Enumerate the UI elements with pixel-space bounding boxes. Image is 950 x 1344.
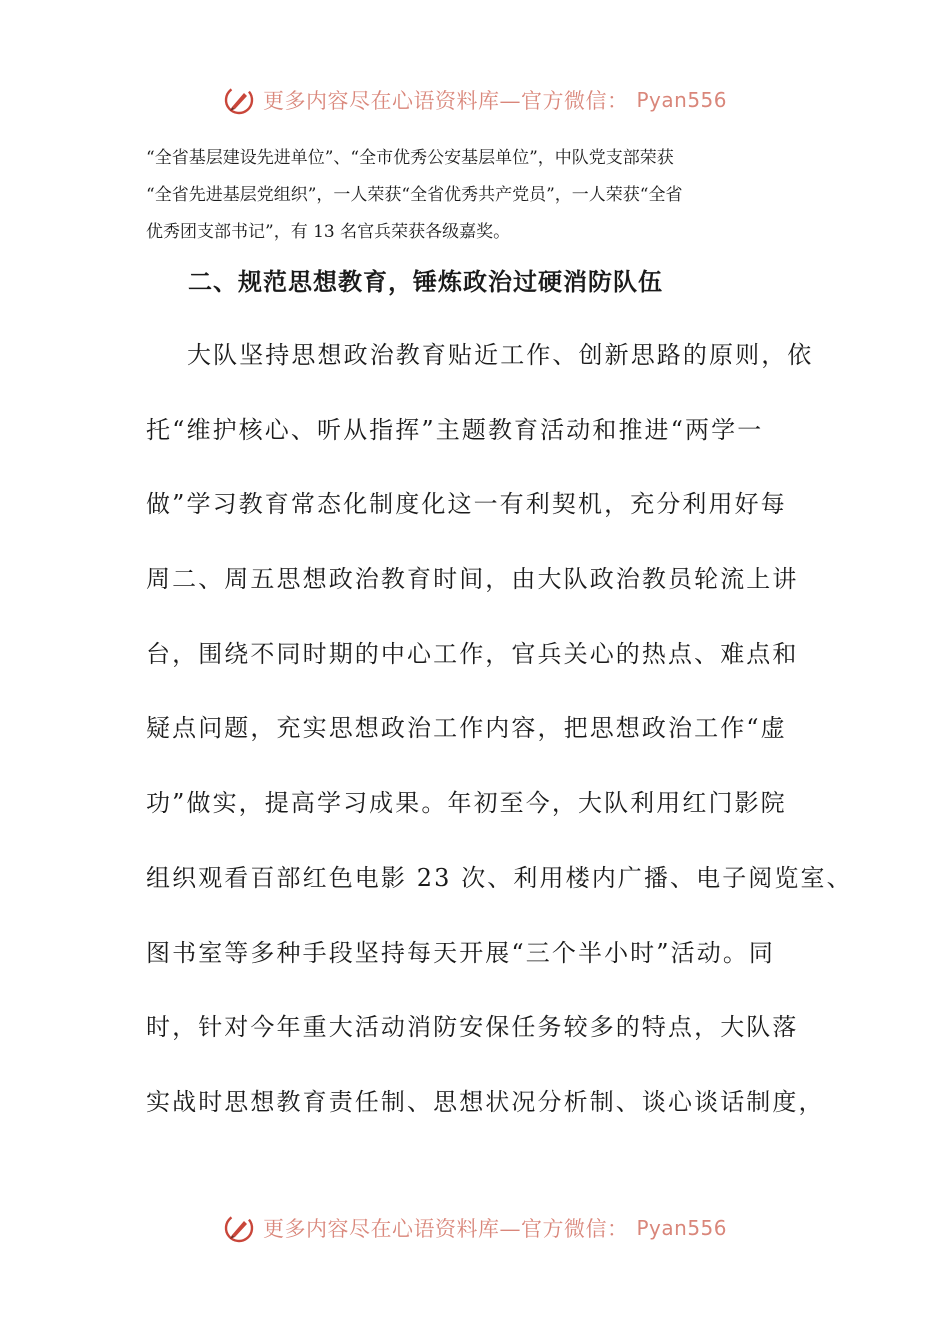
body-line: 图书室等多种手段坚持每天开展“三个半小时”活动。同 [146,938,776,967]
body-line: 组织观看百部红色电影 23 次、利用楼内广播、电子阅览室、 [146,863,853,892]
body-line: 托“维护核心、听从指挥”主题教育活动和推进“两学一 [146,415,764,444]
body-line: 实战时思想教育责任制、思想状况分析制、谈心谈话制度， [146,1087,825,1116]
intro-paragraph [146,140,814,251]
pen-circle-logo-icon [223,84,255,116]
section-heading: 二、规范思想教育，锤炼政治过硬消防队伍 [188,267,663,296]
watermark-text: 更多内容尽在心语资料库—官方微信： [262,1217,629,1241]
watermark-wechat-id: Pyan556 [636,1216,727,1240]
body-line: 台，围绕不同时期的中心工作，官兵关心的热点、难点和 [146,639,799,668]
watermark-text: 更多内容尽在心语资料库—官方微信： [262,89,629,113]
intro-line: “全省基层建设先进单位”、“全市优秀公安基层单位”，中队党支部荣获 [146,148,674,168]
watermark-wechat-id: Pyan556 [636,88,727,112]
footer-watermark [0,1212,950,1244]
body-line: 周二、周五思想政治教育时间，由大队政治教员轮流上讲 [146,565,799,594]
body-line: 做”学习教育常态化制度化这一有利契机，充分利用好每 [146,490,787,519]
intro-line: 优秀团支部书记”，有 13 名官兵荣获各级嘉奖。 [146,222,511,242]
body-line: 时，针对今年重大活动消防安保任务较多的特点，大队落 [146,1013,799,1042]
pen-circle-logo-icon [223,1212,255,1244]
body-line: 大队坚持思想政治教育贴近工作、创新思路的原则，依 [187,341,814,369]
intro-line: “全省先进基层党组织”，一人荣获“全省优秀共产党员”，一人荣获“全省 [146,185,683,205]
body-line: 功”做实，提高学习成果。年初至今，大队利用红门影院 [146,789,787,818]
header-watermark [0,84,950,116]
body-paragraph [146,330,853,1152]
body-line: 疑点问题，充实思想政治工作内容，把思想政治工作“虚 [146,714,787,743]
